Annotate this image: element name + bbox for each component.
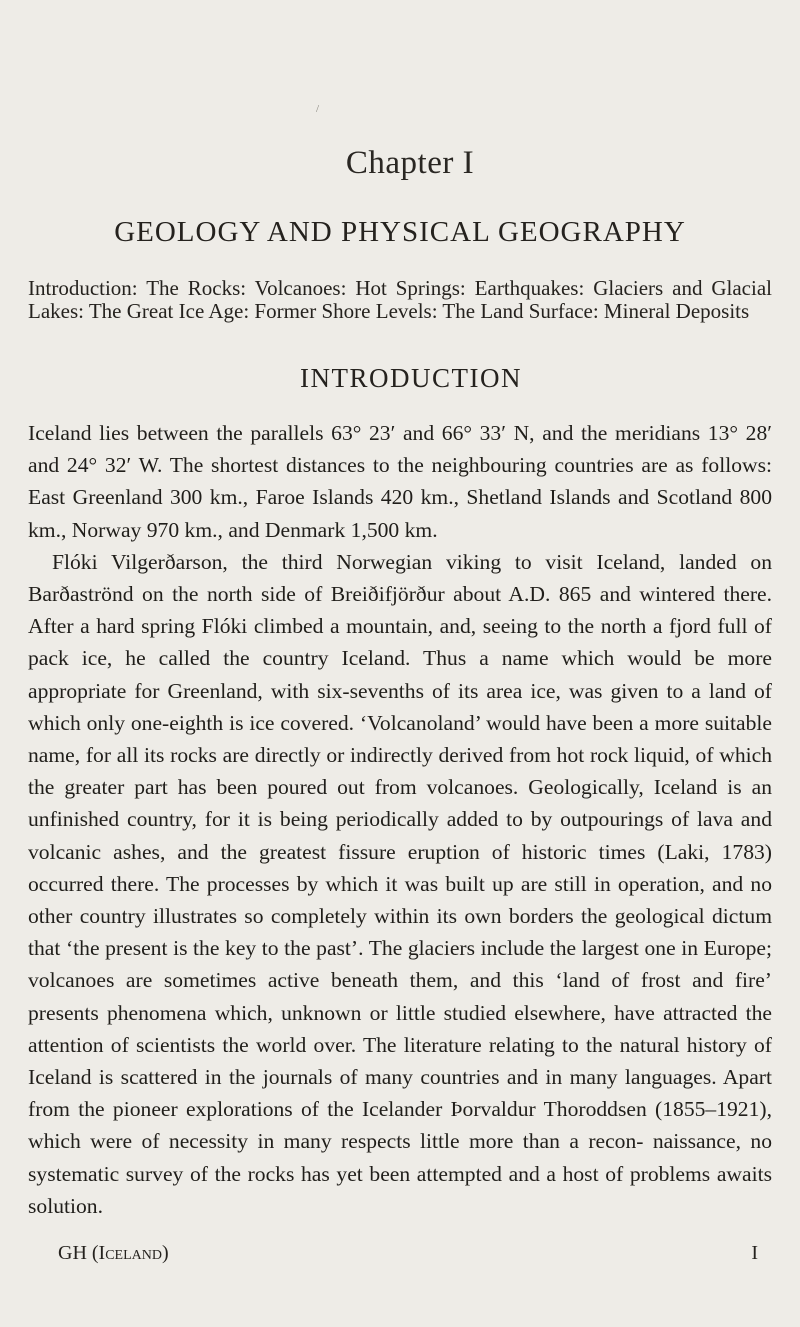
signature-mark: GH (Iceland)	[58, 1242, 169, 1264]
body-text	[28, 417, 772, 1222]
stray-mark: /	[316, 103, 320, 115]
paragraph: Flóki Vilgerðarson, the third Norwegian viking to visit Iceland, landed on Barðaströnd on the north side of Breiðifjörður about A.D. 865 and wintered there. After a hard spring Flóki climbed a mountain, and, seeing to the north a fjord full of pack ice, he called the country Iceland. Thus a name which would be more appropriate for Greenland, with six-sevenths of its area ice, was given to a land of which only one-eighth is ice covered. ‘Volcanoland’ would have been a more suitable name, for all its rocks are directly or indirectly derived from hot rock liquid, of which the greater part has been poured out from volcanoes. Geologically, Iceland is an unfinished country, for it is being periodically added to by outpourings of lava and volcanic ashes, and the greatest fissure eruption of historic times (Laki, 1783) occurred there. The processes by which it was built up are still in operation, and no other country illustrates so completely within its own borders the geological dictum that ‘the present is the key to the past’. The glaciers include the largest one in Europe; volcanoes are sometimes active beneath them, and this ‘land of frost and fire’ presents phenomena which, unknown or little studied elsewhere, have attracted the attention of scientists the world over. The literature relating to the natural history of Iceland is scattered in the journals of many countries and in many languages. Apart from the pioneer explorations of the Icelander Þorvaldur Thoroddsen (1855–1921), which were of necessity in many respects little more than a recon- naissance, no systematic survey of the rocks has yet been attempted and a host of problems awaits solution.	[28, 549, 772, 1218]
paragraph: Iceland lies between the parallels 63° 23′ and 66° 33′ N, and the meridians 13° 28′ and 24° 32′ W. The shortest distances to the neighbouring countries are as follows: East Greenland 300 km., Faroe Islands 420 km., Shetland Islands and Scotland 800 km., Norway 970 km., and Denmark 1,500 km.	[28, 421, 772, 542]
chapter-label: Chapter I	[345, 145, 475, 181]
section-heading: INTRODUCTION	[300, 363, 522, 393]
chapter-title: GEOLOGY AND PHYSICAL GEOGRAPHY	[114, 216, 686, 248]
chapter-summary: Introduction: The Rocks: Volcanoes: Hot Springs: Earthquakes: Glaciers and Glacial Lakes: The Great Ice Age: Former Shore Levels: The Land Surface: Mineral Deposits	[28, 276, 772, 323]
signature-number: I	[751, 1242, 758, 1264]
